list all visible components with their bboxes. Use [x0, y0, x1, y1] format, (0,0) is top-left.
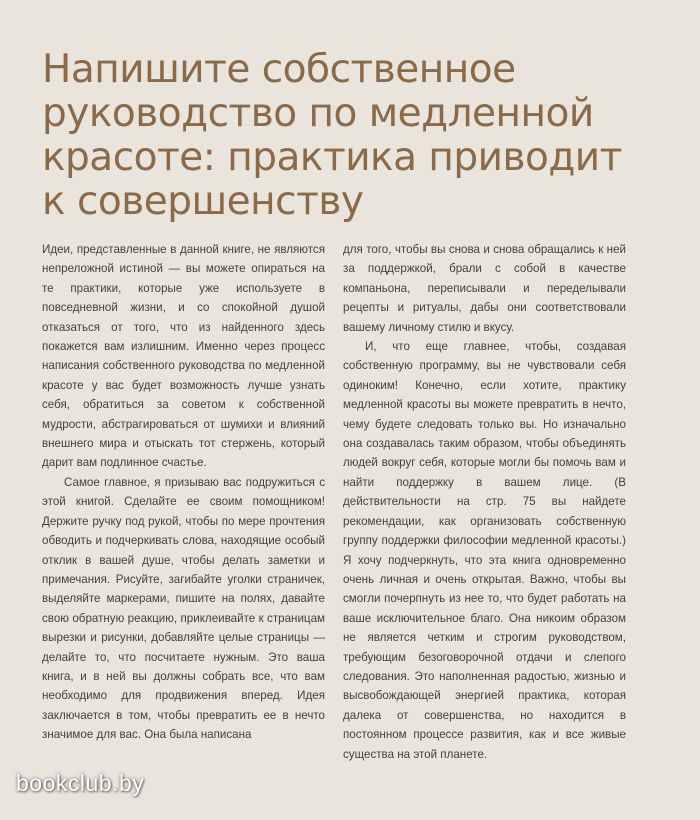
title-line-1: Напишите собственное [42, 47, 516, 92]
title-line-2: руководство по медленной [42, 91, 594, 136]
right-paragraph-1: для того, чтобы вы снова и снова обращались к ней за поддержкой, брали с собой в качестве компаньона, переписывали и переделывали рецепты и ритуалы, дабы они соответствовали вашему личному стилю и вкусу. [343, 243, 626, 334]
page-title [42, 48, 662, 224]
left-paragraph-1: Идеи, представленные в данной книге, не являются непреложной истиной — вы можете опираться на те практики, которые уже используете в повседневной жизни, и со спокойной душой отказаться от того, что из найденного здесь покажется вам излишним. Именно через процесс написания собственного руководства по медленной красоте у вас будет возможность лучше узнать себя, обратиться за советом к собственной мудрости, абстрагироваться от шумихи и влияний внешнего мира и отыскать тот стержень, который дарит вам подлинное счастье. [42, 243, 325, 470]
left-column [42, 240, 325, 745]
left-paragraph-2: Самое главное, я призываю вас подружиться с этой книгой. Сделайте ее своим помощником! Держите ручку под рукой, чтобы по мере прочтения обводить и подчеркивать слова, находящие особый отклик в вашей душе, чтобы делать заметки и примечания. Рисуйте, загибайте уголки страничек, выделяйте маркерами, пишите на полях, давайте свою обратную реакцию, приклеивайте к страницам вырезки и рисунки, добавляйте целые страницы — делайте то, что посчитаете нужным. Это ваша книга, и в ней вы должны собрать все, что вам необходимо для продвижения вперед. Идея заключается в том, чтобы превратить ее в нечто значимое для вас. Она была написана [42, 475, 325, 742]
title-line-4: к совершенству [42, 179, 364, 224]
title-line-3: красоте: практика приводит [42, 135, 622, 180]
watermark: bookclub.by [16, 770, 145, 796]
right-paragraph-2: И, что еще главнее, чтобы, создавая собственную программу, вы не чувствовали себя одиноким! Конечно, если хотите, практику медленной красоты вы можете превратить в нечто, чему будете следовать только вы. Но изначально она создавалась таким образом, чтобы объединять людей вокруг себя, которые могли бы помочь вам и найти поддержку в вашем лице. (В действительности на стр. 75 вы найдете рекомендации, как организовать собственную группу поддержки философии медленной красоты.) Я хочу подчеркнуть, что эта книга одновременно очень личная и очень открытая. Важно, чтобы вы смогли почерпнуть из нее то, что будет работать на ваше исключительное благо. Она никоим образом не является четким и строгим руководством, требующим безоговорочной отдачи и слепого следования. Это наполненная радостью, жизнью и высвобождающей энергией практика, которая далека от совершенства, но находится в постоянном процессе развития, как и все живые существа на этой планете. [343, 340, 626, 761]
right-column [343, 240, 626, 764]
